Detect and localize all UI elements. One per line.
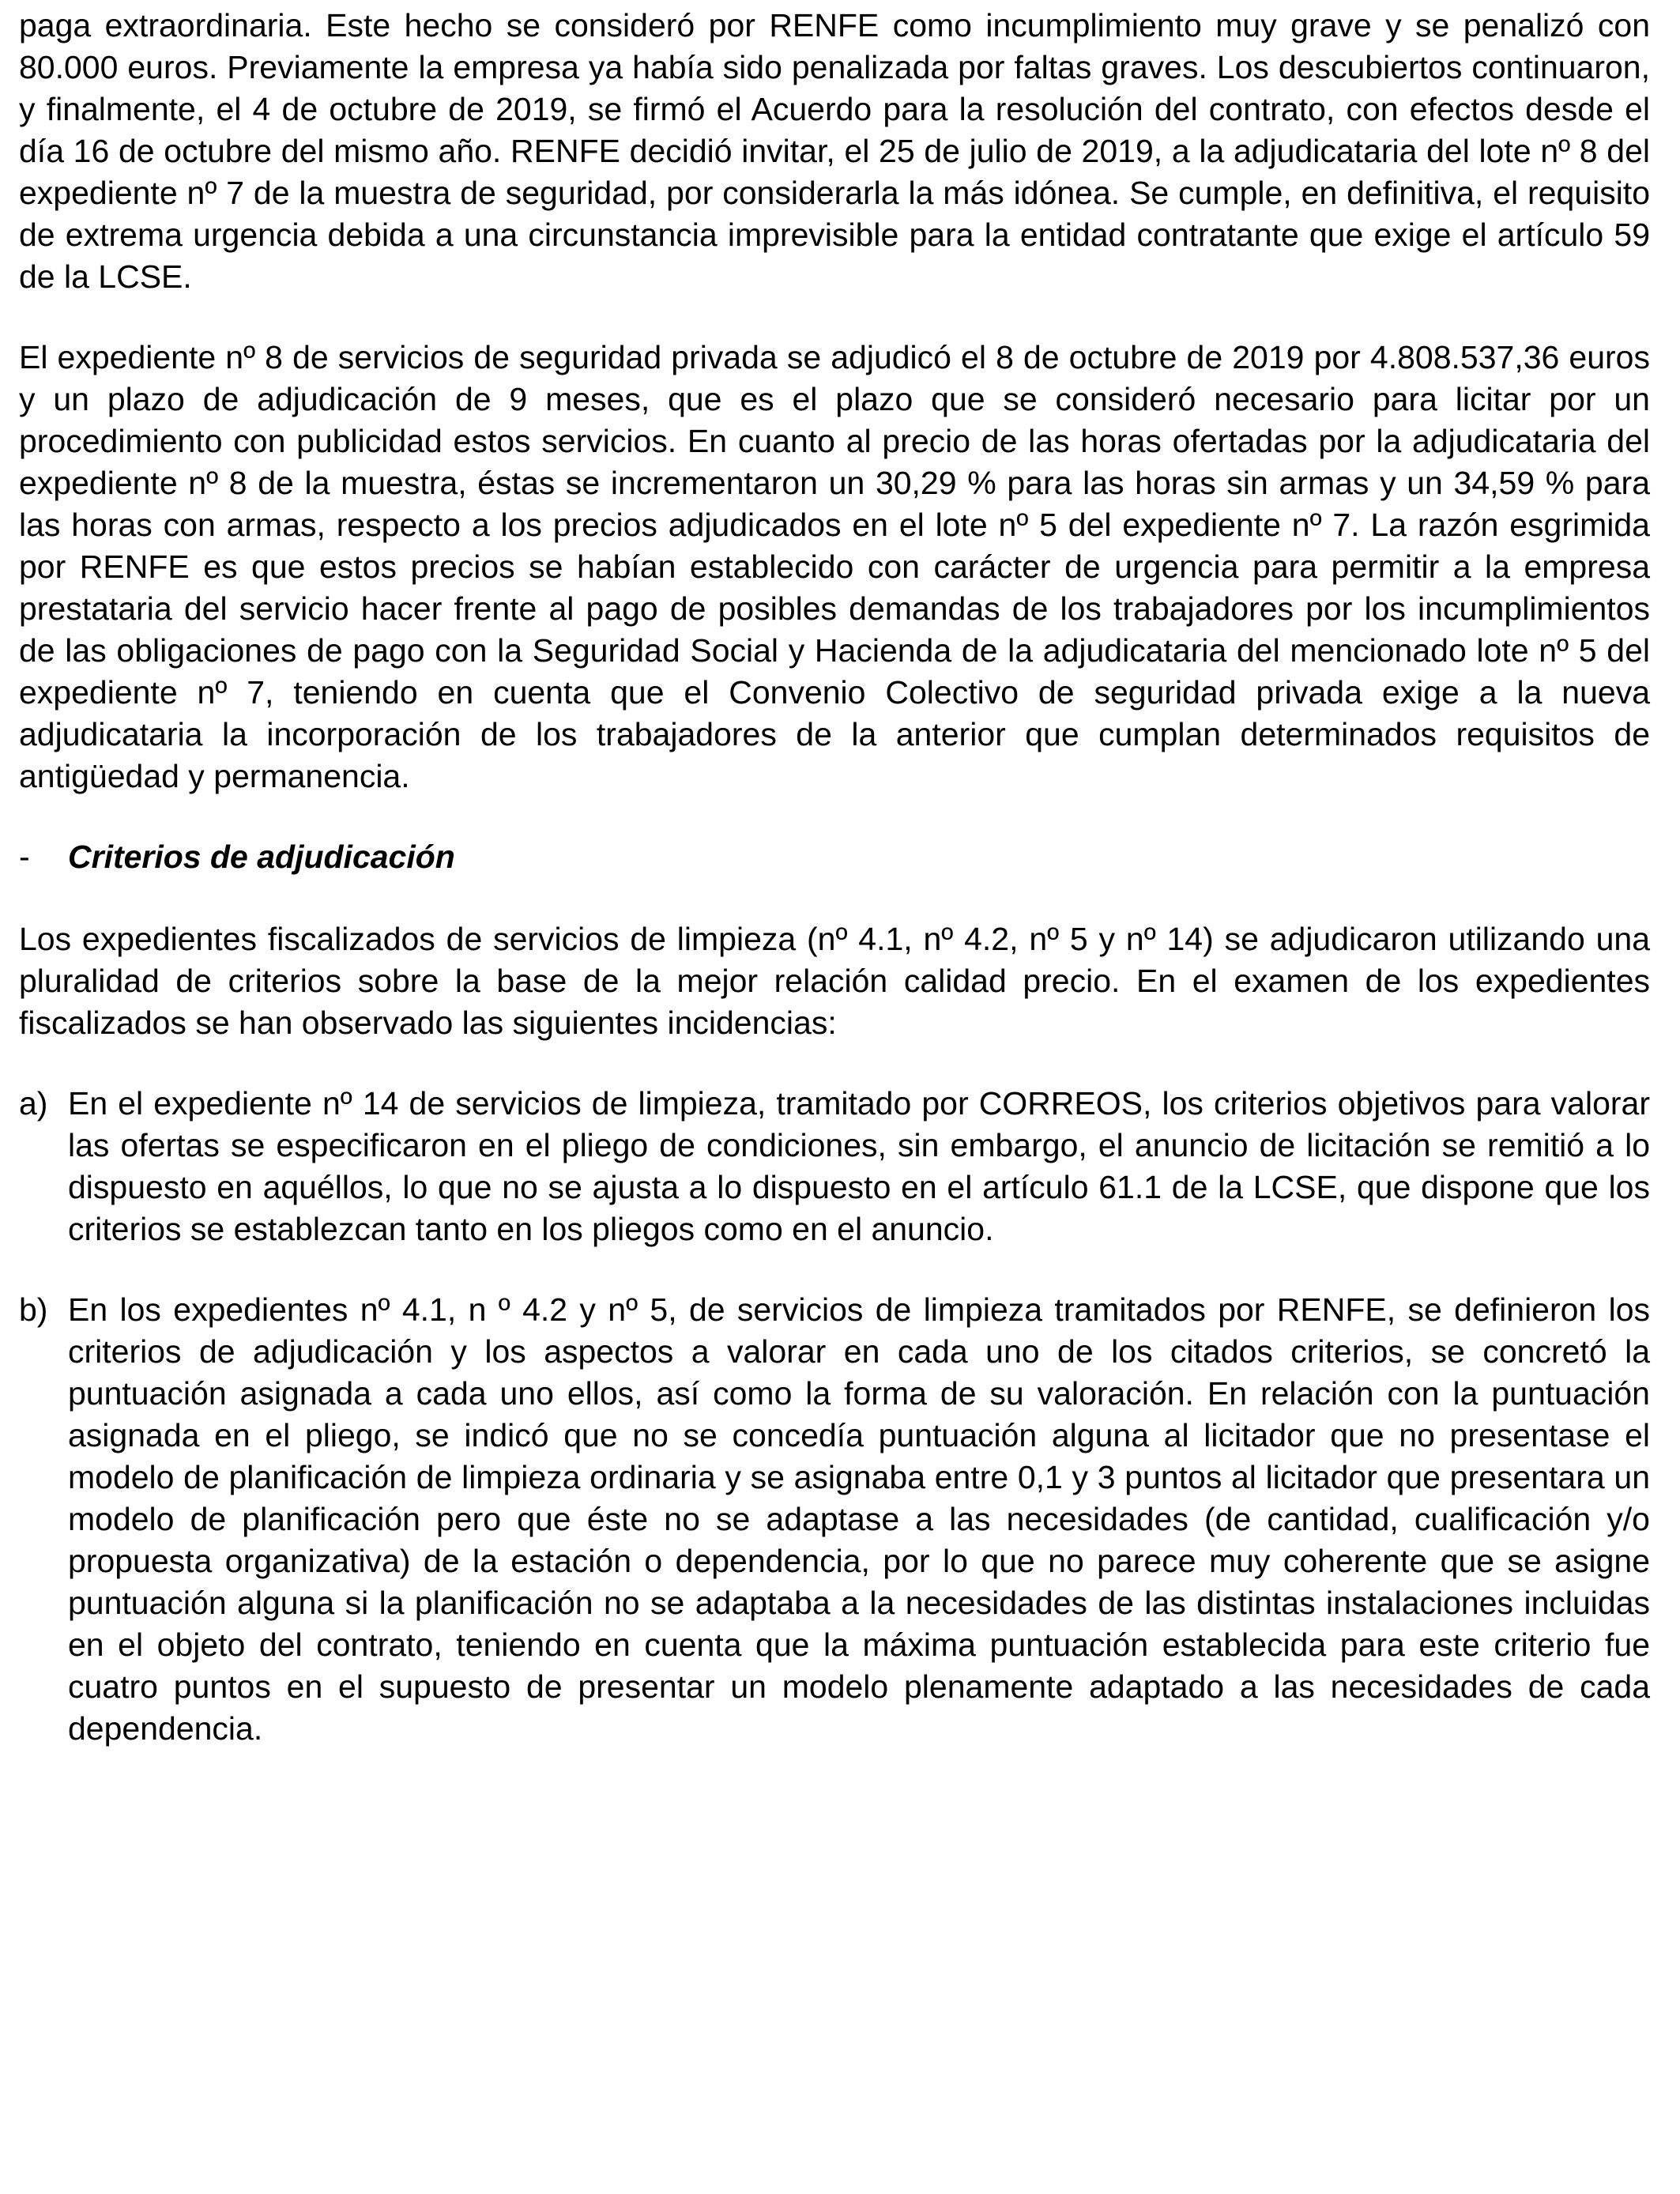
section-heading xyxy=(19,836,1650,878)
list-item-b xyxy=(19,1289,1650,1750)
paragraph-renfe-penalty: paga extraordinaria. Este hecho se consideró por RENFE como incumplimiento muy grave y se penalizó con 80.000 euros. Previamente la empresa ya había sido penalizada por faltas graves. Los descubiertos continuaron, y finalmente, el 4 de octubre de 2019, se firmó el Acuerdo para la resolución del contrato, con efectos desde el día 16 de octubre del mismo año. RENFE decidió invitar, el 25 de julio de 2019, a la adjudicataria del lote nº 8 del expediente nº 7 de la muestra de seguridad, por considerarla la más idónea. Se cumple, en definitiva, el requisito de extrema urgencia debida a una circunstancia imprevisible para la entidad contratante que exige el artículo 59 de la LCSE. xyxy=(19,7,1650,295)
list-text-b: En los expedientes nº 4.1, n º 4.2 y nº 5, de servicios de limpieza tramitados por RENFE, se definieron los criterios de adjudicación y los aspectos a valorar en cada uno de los citados criterios, se concretó la puntuación asignada a cada uno ellos, así como la forma de su valoración. En relación con la puntuación asignada en el pliego, se indicó que no se concedía puntuación alguna al licitador que no presentase el modelo de planificación de limpieza ordinaria y se asignaba entre 0,1 y 3 puntos al licitador que presentara un modelo de planificación pero que éste no se adaptase a las necesidades (de cantidad, cualificación y/o propuesta organizativa) de la estación o dependencia, por lo que no parece muy coherente que se asigne puntuación alguna si la planificación no se adaptaba a la necesidades de las distintas instalaciones incluidas en el objeto del contrato, teniendo en cuenta que la máxima puntuación establecida para este criterio fue cuatro puntos en el supuesto de presentar un modelo plenamente adaptado a las necesidades de cada dependencia. xyxy=(68,1291,1650,1747)
document-page xyxy=(19,5,1650,1789)
heading-dash: - xyxy=(19,839,30,875)
list-text-a: En el expediente nº 14 de servicios de limpieza, tramitado por CORREOS, los criterios objetivos para valorar las ofertas se especificaron en el pliego de condiciones, sin embargo, el anuncio de licitación se remitió a lo dispuesto en aquéllos, lo que no se ajusta a lo dispuesto en el artículo 61.1 de la LCSE, que dispone que los criterios se establezcan tanto en los pliegos como en el anuncio. xyxy=(68,1085,1650,1247)
paragraph-expedientes-limpieza: Los expedientes fiscalizados de servicios de limpieza (nº 4.1, nº 4.2, nº 5 y nº 14) se adjudicaron utilizando una pluralidad de criterios sobre la base de la mejor relación calidad precio. En el examen de los expedientes fiscalizados se han observado las siguientes incidencias: xyxy=(19,921,1650,1041)
list-marker-b: b) xyxy=(19,1291,48,1328)
heading-title: Criterios de adjudicación xyxy=(68,839,455,875)
list-marker-a: a) xyxy=(19,1085,48,1122)
list-item-a xyxy=(19,1083,1650,1250)
paragraph-expediente-8: El expediente nº 8 de servicios de seguridad privada se adjudicó el 8 de octubre de 2019 por 4.808.537,36 euros y un plazo de adjudicación de 9 meses, que es el plazo que se consideró necesario para licitar por un procedimiento con publicidad estos servicios. En cuanto al precio de las horas ofertadas por la adjudicataria del expediente nº 8 de la muestra, éstas se incrementaron un 30,29 % para las horas sin armas y un 34,59 % para las horas con armas, respecto a los precios adjudicados en el lote nº 5 del expediente nº 7. La razón esgrimida por RENFE es que estos precios se habían establecido con carácter de urgencia para permitir a la empresa prestataria del servicio hacer frente al pago de posibles demandas de los trabajadores por los incumplimientos de las obligaciones de pago con la Seguridad Social y Hacienda de la adjudicataria del mencionado lote nº 5 del expediente nº 7, teniendo en cuenta que el Convenio Colectivo de seguridad privada exige a la nueva adjudicataria la incorporación de los trabajadores de la anterior que cumplan determinados requisitos de antigüedad y permanencia. xyxy=(19,339,1650,794)
